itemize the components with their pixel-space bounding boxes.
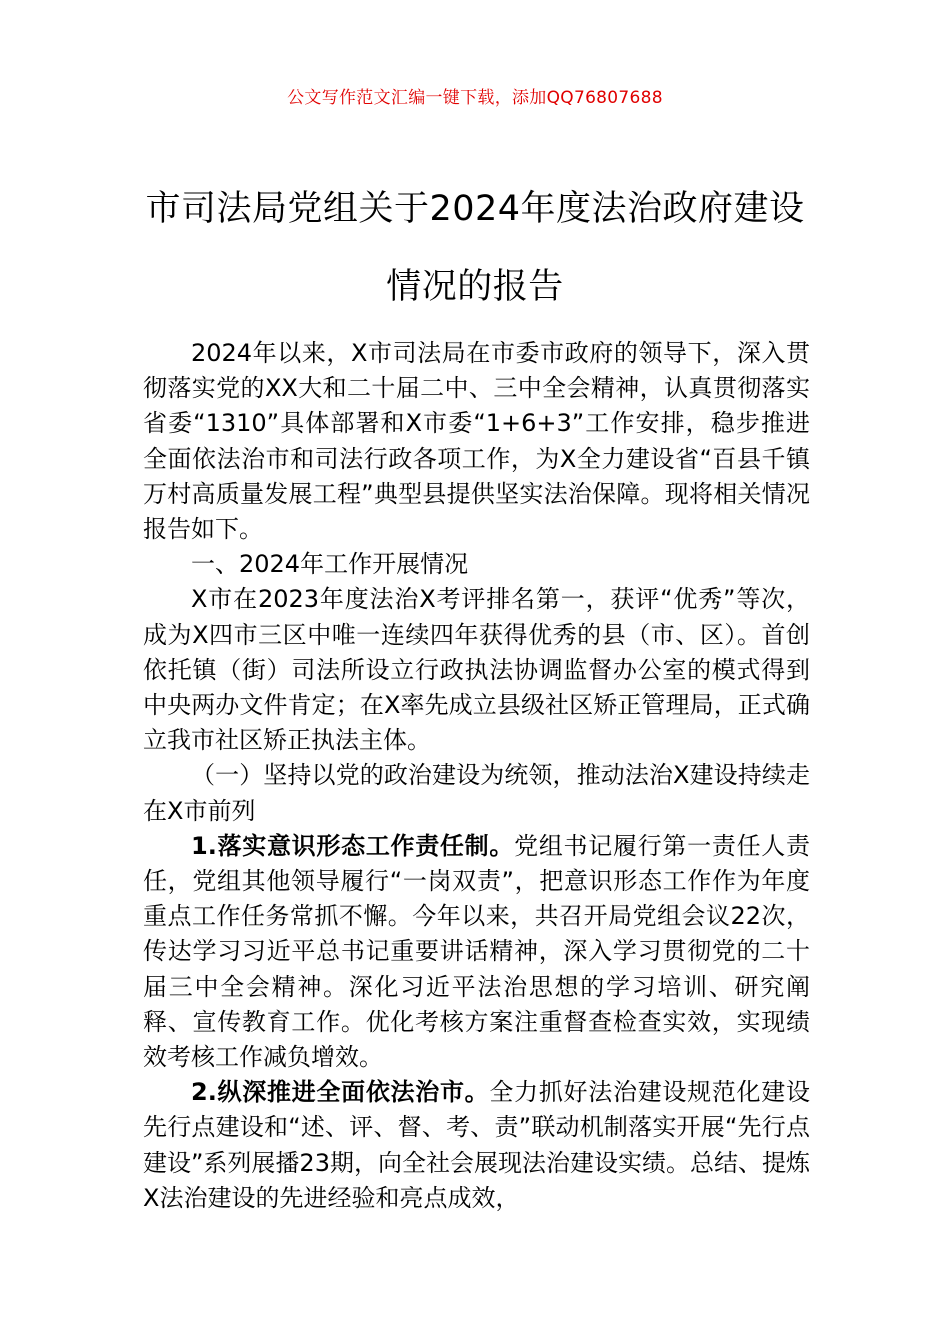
section-1-paragraph: X市在2023年度法治X考评排名第一，获评“优秀”等次，成为X四市三区中唯一连续四年获得优秀的县（市、区）。首创依托镇（街）司法所设立行政执法协调监督办公室的模式得到中央两办文件肯定；在X率先成立县级社区矫正管理局，正式确立我市社区矫正执法主体。 [143, 585, 810, 755]
document-body [143, 336, 810, 1216]
intro-paragraph: 2024年以来，X市司法局在市委市政府的领导下，深入贯彻落实党的XX大和二十届二中、三中全会精神，认真贯彻落实省委“1310”具体部署和X市委“1+6+3”工作安排，稳步推进全面依法治市和司法行政各项工作，为X全力建设省“百县千镇万村高质量发展工程”典型县提供坚实法治保障。现将相关情况报告如下。 [143, 339, 810, 544]
item-1-paragraph [143, 829, 810, 1075]
subsection-1-heading: （一）坚持以党的政治建设为统领，推动法治X建设持续走在X市前列 [143, 761, 810, 825]
document-title [60, 170, 890, 326]
item-2-paragraph [143, 1075, 810, 1216]
title-line-2: 情况的报告 [386, 267, 564, 307]
item-2-body: 全力抓好法治建设规范化建设先行点建设和“述、评、督、考、责”联动机制落实开展“先行点建设”系列展播23期，向全社会展现法治建设实绩。总结、提炼X法治建设的先进经验和亮点成效， [143, 1078, 810, 1212]
download-notice: 公文写作范文汇编一键下载，添加QQ76807688 [287, 88, 663, 108]
section-1-heading: 一、2024年工作开展情况 [191, 550, 469, 579]
title-line-1: 市司法局党组关于2024年度法治政府建设 [145, 189, 805, 229]
item-1-body: 党组书记履行第一责任人责任，党组其他领导履行“一岗双责”，把意识形态工作作为年度重点工作任务常抓不懈。今年以来，共召开局党组会议22次，传达学习习近平总书记重要讲话精神，深入学习贯彻党的二十届三中全会精神。深化习近平法治思想的学习培训、研究阐释、宣传教育工作。优化考核方案注重督查检查实效，实现绩效考核工作减负增效。 [143, 831, 810, 1072]
item-2-lead: 2.纵深推进全面依法治市。 [191, 1078, 490, 1107]
item-1-lead: 1.落实意识形态工作责任制。 [191, 831, 515, 860]
